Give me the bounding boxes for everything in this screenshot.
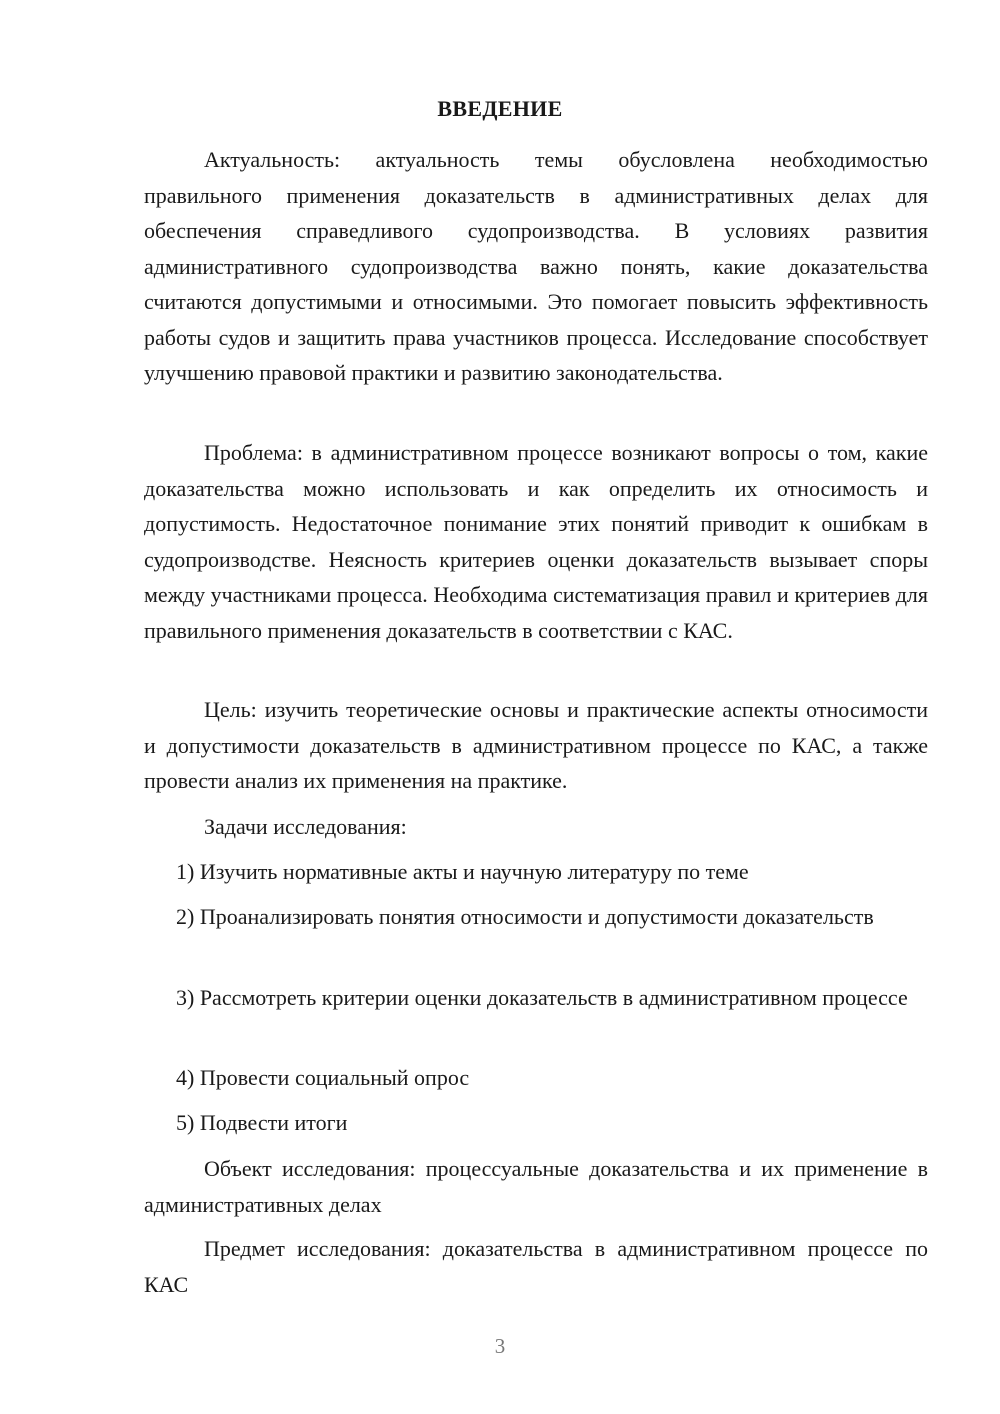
task-item-4: 4) Провести социальный опрос: [176, 1065, 470, 1090]
task-item-1: 1) Изучить нормативные акты и научную литературу по теме: [176, 859, 749, 884]
task-item-3: 3) Рассмотреть критерии оценки доказательств в административном процессе: [176, 985, 908, 1010]
page-title: ВВЕДЕНИЕ: [437, 96, 563, 121]
task-item-5: 5) Подвести итоги: [176, 1110, 348, 1135]
paragraph-relevance: Актуальность: актуальность темы обусловлена необходимостью правильного применения доказательств в административных делах для обеспечения справедливого судопроизводства. В условиях развития административного судопроизводства важно понять, какие доказательства считаются допустимыми и относимыми. Это помогает повысить эффективность работы судов и защитить права участников процесса. Исследование способствует улучшению правовой практики и развитию законодательства.: [144, 147, 928, 385]
paragraph-object: Объект исследования: процессуальные доказательства и их применение в административных делах: [144, 1156, 928, 1217]
task-item-2: 2) Проанализировать понятия относимости и допустимости доказательств: [176, 904, 874, 929]
paragraph-problem: Проблема: в административном процессе возникают вопросы о том, какие доказательства можно использовать и как определить их относимость и допустимость. Недостаточное понимание этих понятий приводит к ошибкам в судопроизводстве. Неясность критериев оценки доказательств вызывает споры между участниками процесса. Необходима систематизация правил и критериев для правильного применения доказательств в соответствии с КАС.: [144, 440, 928, 643]
paragraph-goal: Цель: изучить теоретические основы и практические аспекты относимости и допустимости доказательств в административном процессе по КАС, а также провести анализ их применения на практике.: [144, 697, 928, 793]
paragraph-subject: Предмет исследования: доказательства в административном процессе по КАС: [144, 1236, 928, 1297]
paragraph-tasks-heading: Задачи исследования:: [204, 814, 407, 839]
page-number: 3: [494, 1334, 506, 1358]
